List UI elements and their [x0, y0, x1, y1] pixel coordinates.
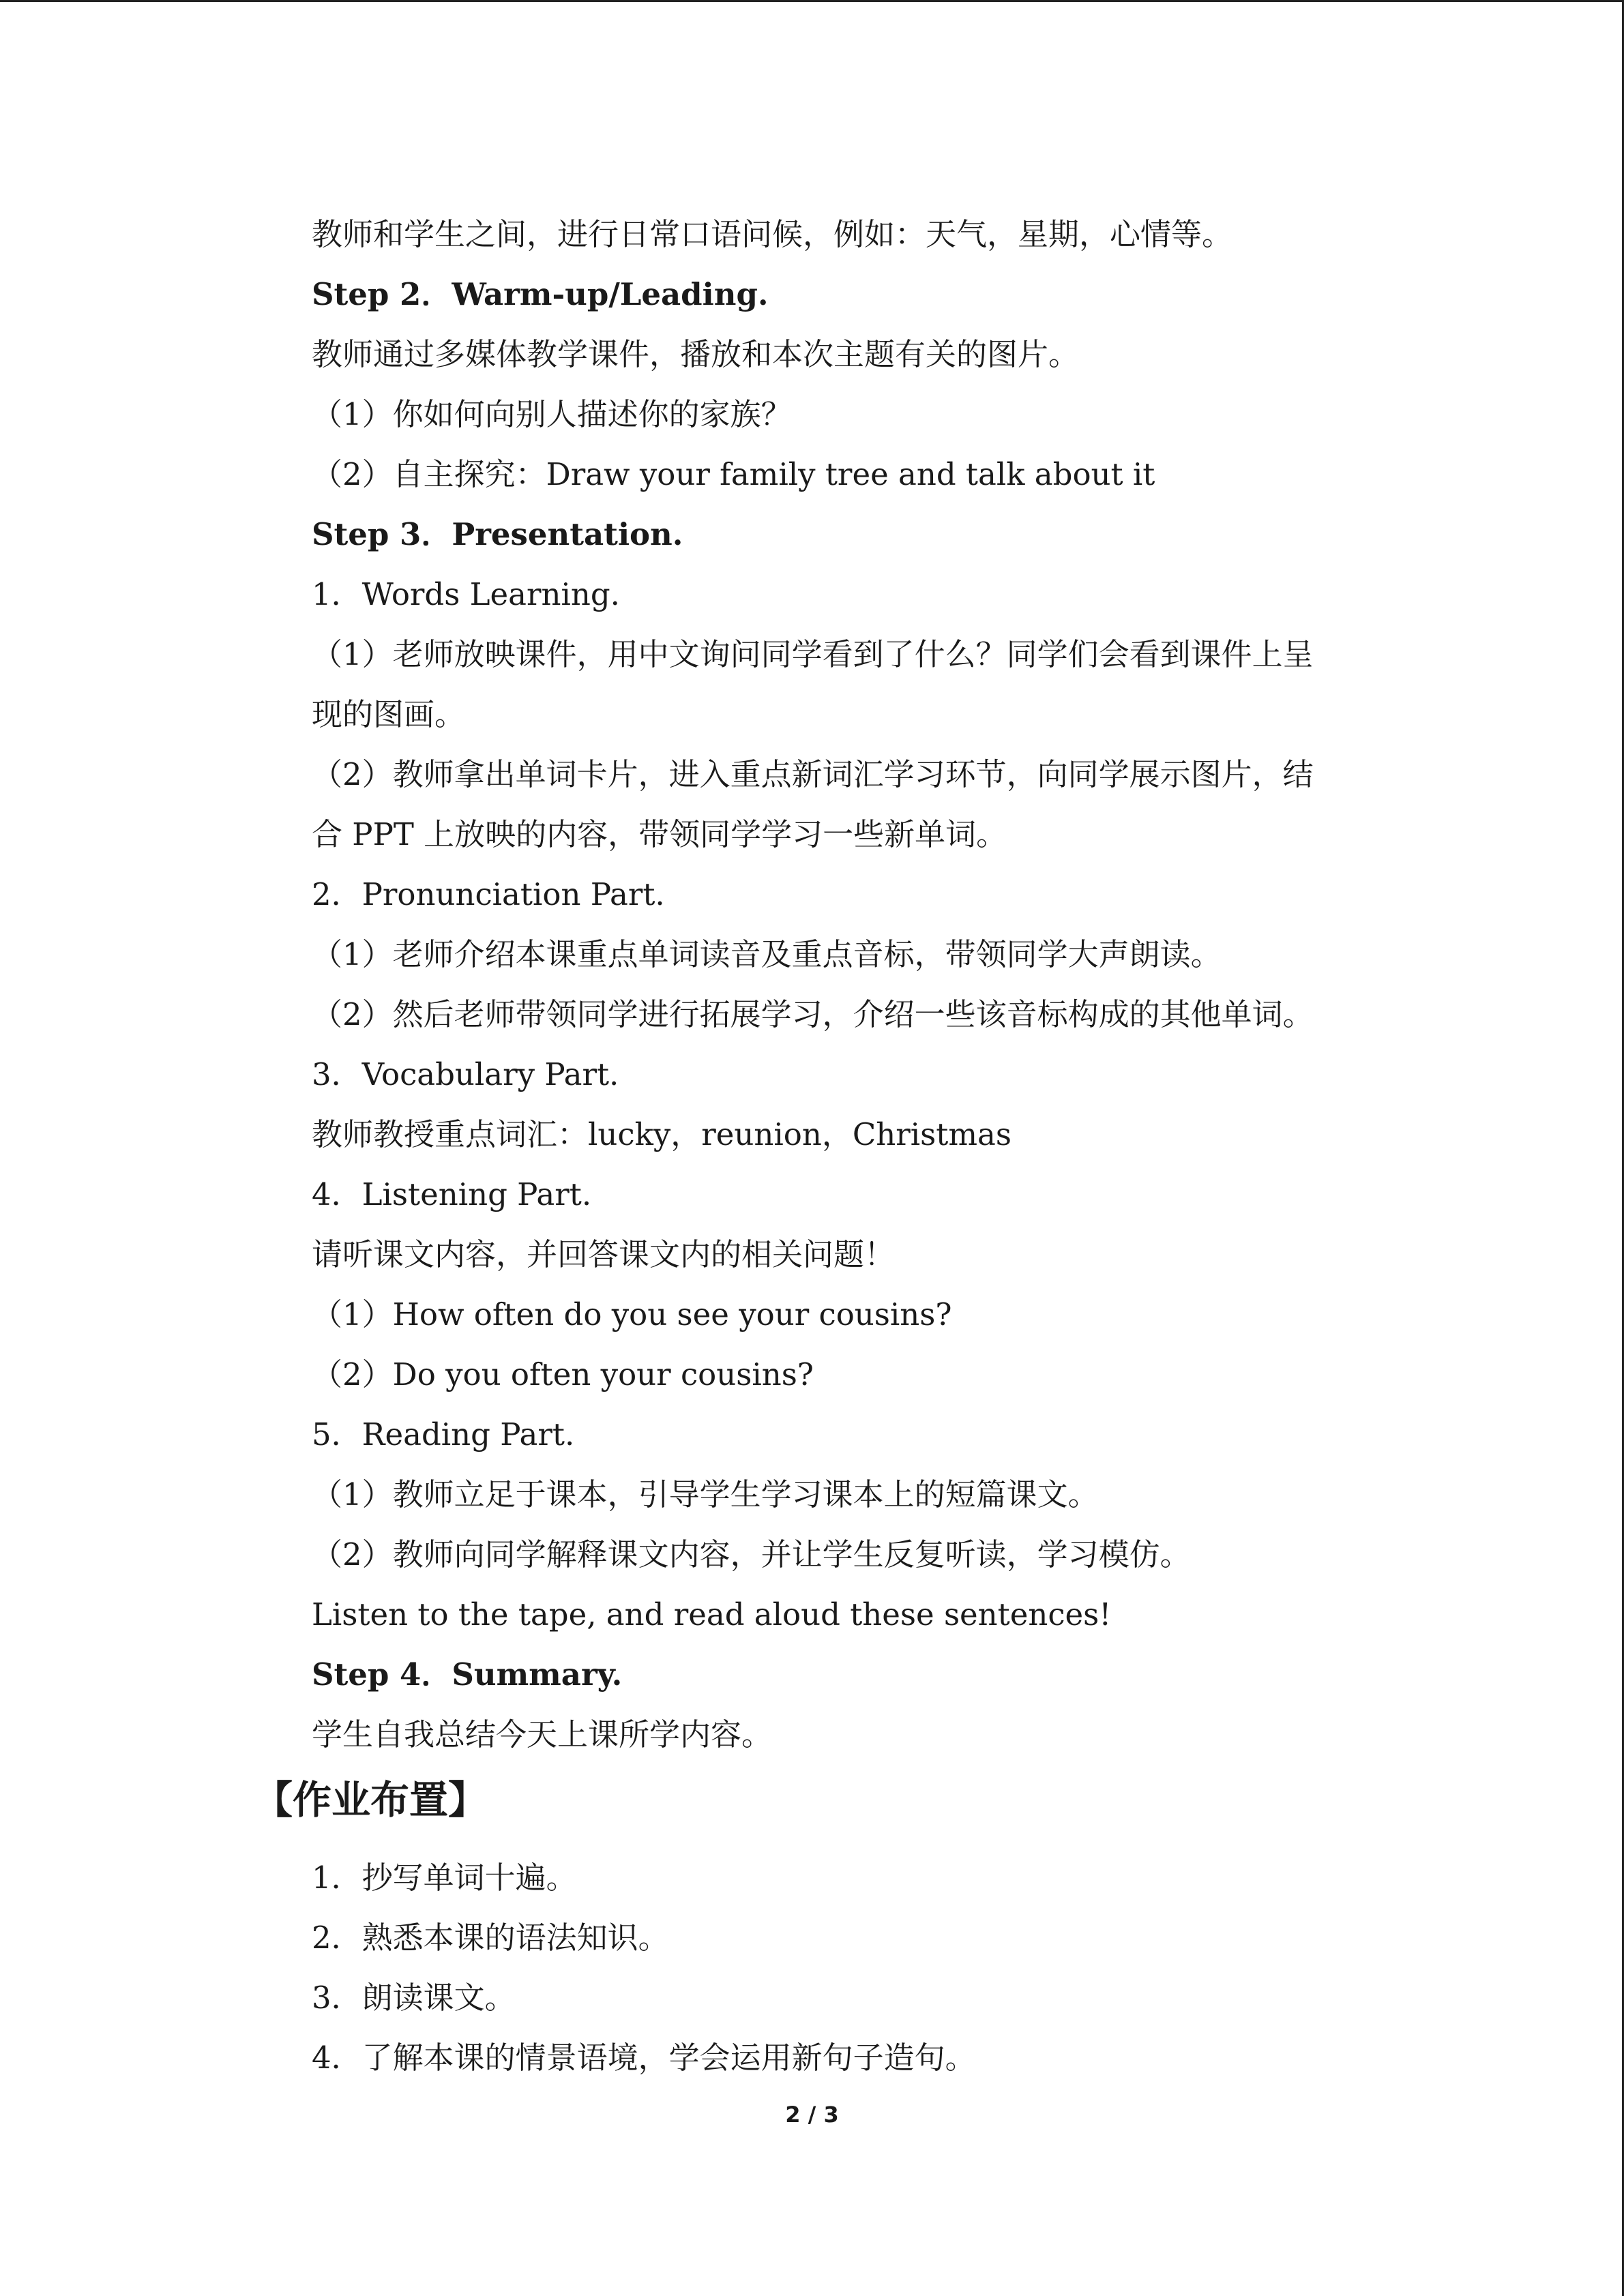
- vocabulary-paragraph: 教师教授重点词汇：lucky，reunion，Christmas: [312, 1116, 1012, 1152]
- step-2-question-1: （1）你如何向别人描述你的家族？: [312, 396, 792, 432]
- listening-heading: 4．Listening Part.: [312, 1176, 592, 1212]
- homework-item-2: 2．熟悉本课的语法知识。: [312, 1920, 669, 1956]
- vocabulary-heading: 3．Vocabulary Part.: [312, 1056, 619, 1092]
- page-number: 2 / 3: [785, 2102, 839, 2128]
- words-learning-item-2: （2）教师拿出单词卡片，进入重点新词汇学习环节，向同学展示图片，结: [312, 756, 1314, 792]
- homework-list: [312, 1848, 1376, 2088]
- step-2-heading: Step 2．Warm-up/Leading.: [312, 276, 769, 312]
- step-2-question-2: （2）自主探究：Draw your family tree and talk about it: [312, 456, 1155, 492]
- listening-question-2: （2）Do you often your cousins?: [312, 1356, 814, 1392]
- homework-item-1: 1．抄写单词十遍。: [312, 1860, 577, 1896]
- reading-instruction: Listen to the tape, and read aloud these sentences!: [312, 1596, 1112, 1632]
- words-learning-heading: 1．Words Learning.: [312, 576, 620, 612]
- greeting-paragraph: 教师和学生之间，进行日常口语问候，例如：天气，星期，心情等。: [312, 216, 1233, 252]
- homework-item-4: 4．了解本课的情景语境，学会运用新句子造句。: [312, 2040, 976, 2076]
- listening-question-1: （1）How often do you see your cousins?: [312, 1296, 952, 1332]
- summary-paragraph: 学生自我总结今天上课所学内容。: [312, 1716, 773, 1753]
- homework-item-3: 3．朗读课文。: [312, 1980, 516, 2016]
- words-learning-item-2-cont: 合 PPT 上放映的内容，带领同学学习一些新单词。: [312, 816, 1007, 852]
- step-3-heading: Step 3．Presentation.: [312, 516, 683, 552]
- words-learning-item-1: （1）老师放映课件，用中文询问同学看到了什么？同学们会看到课件上呈: [312, 636, 1314, 672]
- top-border: [0, 0, 1624, 2]
- lesson-procedure: [312, 205, 1376, 1765]
- pronunciation-item-1: （1）老师介绍本课重点单词读音及重点音标，带领同学大声朗读。: [312, 936, 1222, 972]
- listening-paragraph: 请听课文内容，并回答课文内的相关问题！: [312, 1236, 896, 1272]
- step-4-heading: Step 4．Summary.: [312, 1656, 623, 1693]
- reading-item-1: （1）教师立足于课本，引导学生学习课本上的短篇课文。: [312, 1476, 1099, 1512]
- homework-title: 【作业布置】: [254, 1778, 487, 1823]
- reading-item-2: （2）教师向同学解释课文内容，并让学生反复听读，学习模仿。: [312, 1536, 1191, 1572]
- reading-heading: 5．Reading Part.: [312, 1416, 575, 1452]
- pronunciation-item-2: （2）然后老师带领同学进行拓展学习，介绍一些该音标构成的其他单词。: [312, 996, 1314, 1032]
- words-learning-item-1-cont: 现的图画。: [312, 696, 466, 732]
- step-2-paragraph: 教师通过多媒体教学课件，播放和本次主题有关的图片。: [312, 336, 1080, 372]
- pronunciation-heading: 2．Pronunciation Part.: [312, 876, 665, 912]
